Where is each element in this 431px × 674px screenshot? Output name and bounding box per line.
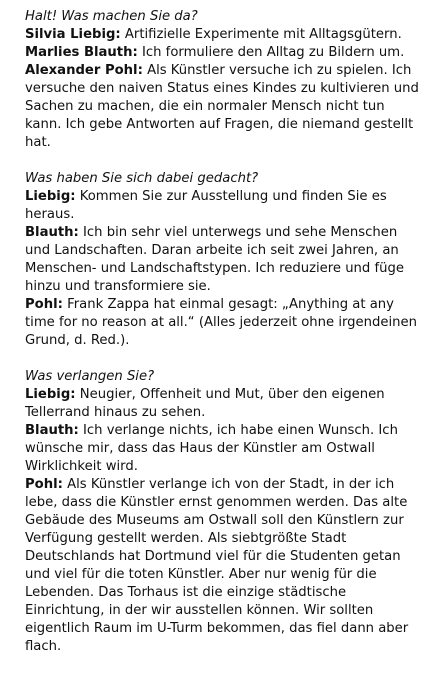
question-heading: Halt! Was machen Sie da? [25,9,198,24]
interview-section-1 [25,8,425,152]
answer-text: Ich bin sehr viel unterwegs und sehe Menschen und Landschaften. Daran arbeite ich seit zwei Jahren, an Menschen- und Landschaftstypen. Ich reduziere und füge hinzu und transformiere sie. [25,225,404,294]
speaker-name: Liebig: [25,189,76,204]
speaker-name: Pohl: [25,477,63,492]
interview-section-3 [25,368,425,656]
answer-paragraph [25,476,425,656]
answer-paragraph [25,422,425,476]
answer-paragraph [25,188,425,224]
answer-text: Frank Zappa hat einmal gesagt: „Anything at any time for no reason at all.“ (Alles jederzeit ohne irgendeinen Grund, d. Red.). [25,297,417,348]
question-heading: Was haben Sie sich dabei gedacht? [25,171,259,186]
answer-text: Ich formuliere den Alltag zu Bildern um. [141,45,405,60]
answer-text: Als Künstler versuche ich zu spielen. Ich versuche den naiven Status eines Kindes zu kultivieren und Sachen zu machen, die ein normaler Mensch nicht tun kann. Ich gebe Antworten auf Fragen, die niemand gestellt hat. [25,63,419,150]
speaker-name: Marlies Blauth: [25,45,138,60]
speaker-name: Silvia Liebig: [25,27,121,42]
answer-paragraph [25,386,425,422]
interview-text [25,8,425,674]
answer-paragraph [25,26,425,44]
speaker-name: Blauth: [25,423,79,438]
speaker-name: Liebig: [25,387,76,402]
answer-text: Ich verlange nichts, ich habe einen Wunsch. Ich wünsche mir, dass das Haus der Künstler am Ostwall Wirklichkeit wird. [25,423,398,474]
speaker-name: Pohl: [25,297,63,312]
speaker-name: Blauth: [25,225,79,240]
speaker-name: Alexander Pohl: [25,63,143,78]
answer-paragraph [25,62,425,152]
interview-section-2 [25,170,425,350]
answer-text: Kommen Sie zur Ausstellung und finden Sie es heraus. [25,189,387,222]
question-heading: Was verlangen Sie? [25,369,155,384]
answer-paragraph [25,224,425,296]
answer-paragraph [25,296,425,350]
answer-text: Als Künstler verlange ich von der Stadt, in der ich lebe, dass die Künstler ernst genommen werden. Das alte Gebäude des Museums am Ostwall soll den Künstlern zur Verfügung gestellt werden. Als siebtgrößte Stadt Deutschlands hat Dortmund viel für die Studenten getan und viel für die toten Künstler. Aber nur wenig für die Lebenden. Das Torhaus ist die einzige städtische Einrichtung, in der wir ausstellen können. Wir sollten eigentlich Raum im U-Turm bekommen, das fiel dann aber flach. [25,477,409,654]
answer-text: Artifizielle Experimente mit Alltagsgütern. [124,27,402,42]
answer-paragraph [25,44,425,62]
answer-text: Neugier, Offenheit und Mut, über den eigenen Tellerrand hinaus zu sehen. [25,387,385,420]
